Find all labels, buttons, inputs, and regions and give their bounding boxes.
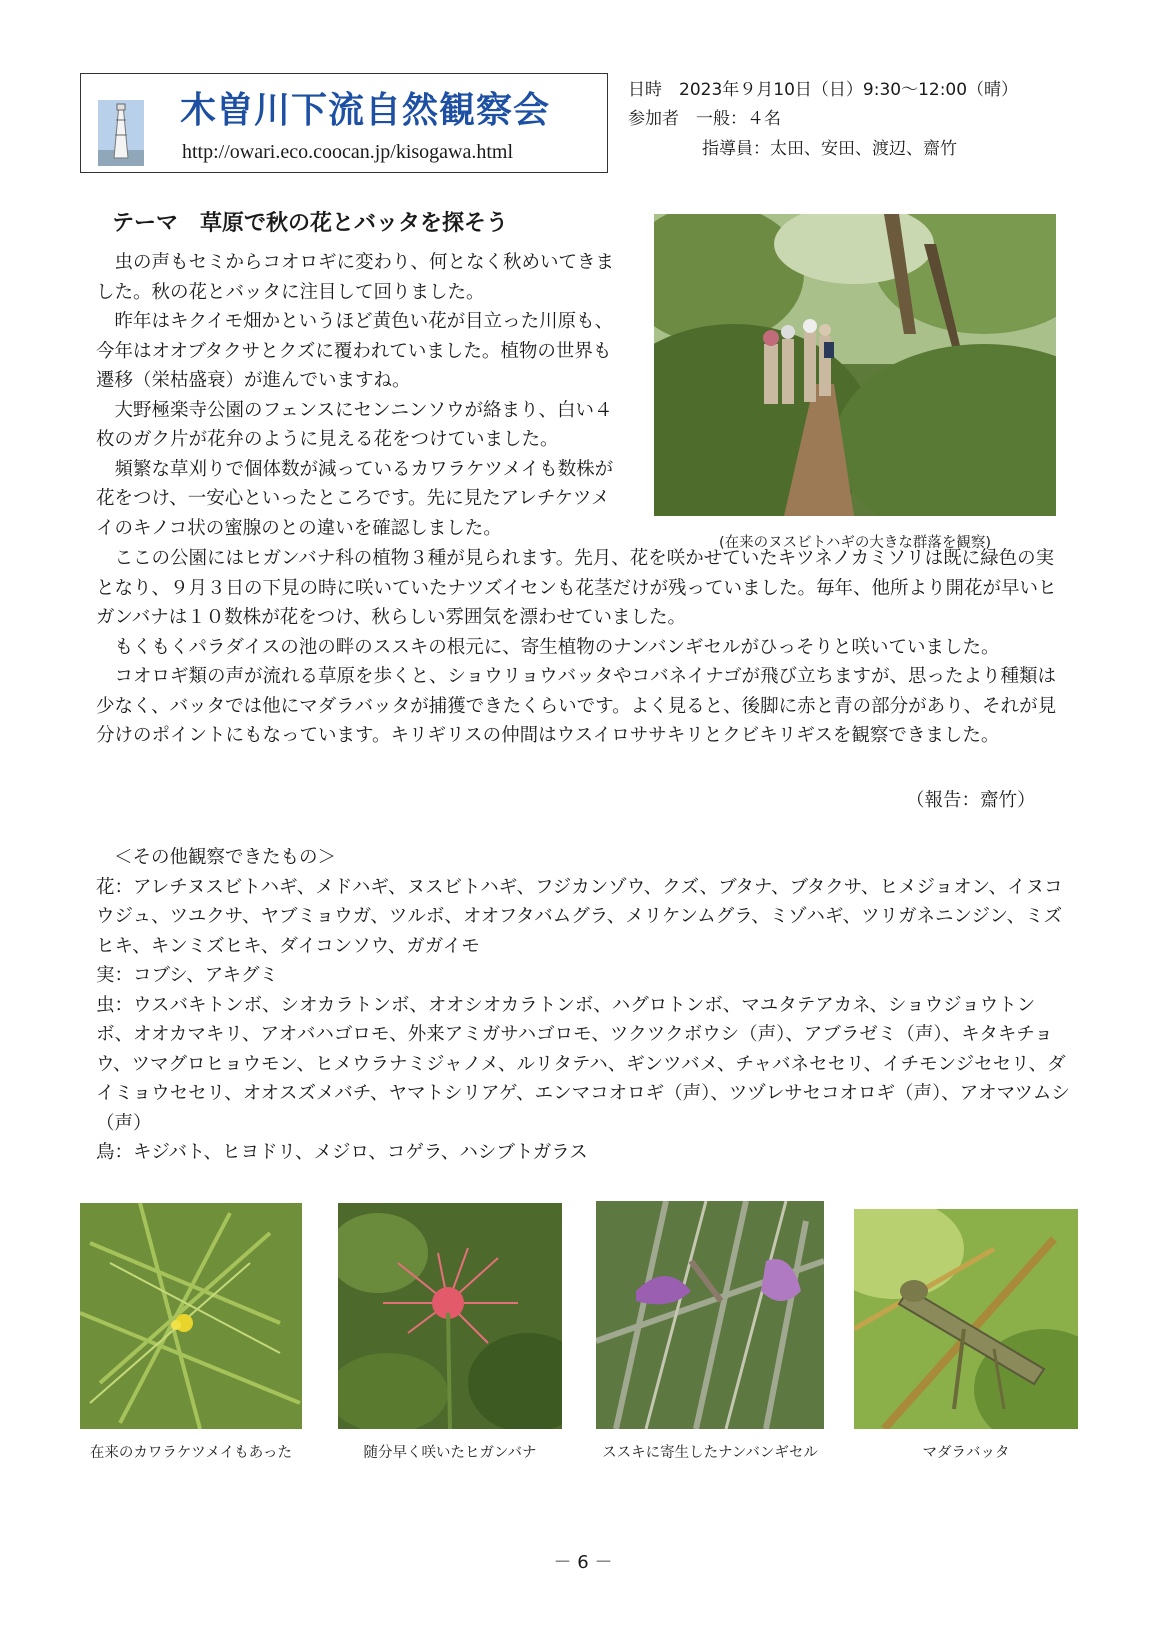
paragraph: ここの公園にはヒガンバナ科の植物３種が見られます。先月、花を咲かせていたキツネノカミソリは既に緑色の実となり、９月３日の下見の時に咲いていたナツズイセンも花茎だけが残っていました。毎年、他所より開花が早いヒガンバナは１０数株が花をつけ、秋らしい雰囲気を漂わせていました。: [96, 548, 1057, 628]
photo-caption: マダラバッタ: [922, 1445, 1010, 1461]
flowers-list: 花：アレチヌスビトハギ、メドハギ、ヌスビトハギ、フジカンゾウ、クズ、ブタナ、ブタクサ、ヒメジョオン、イヌコウジュ、ツユクサ、ヤブミョウガ、ツルボ、オオフタバムグラ、メリケンムグラ、ミゾハギ、ツリガネニンジン、ミズヒキ、キンミズヒキ、ダイコンソウ、ガガイモ: [96, 876, 1063, 957]
paragraph: 虫の声もセミからコオロギに変わり、何となく秋めいてきました。秋の花とバッタに注目して回りました。: [96, 252, 615, 303]
higanbana-photo: [338, 1203, 562, 1429]
birds-list: 鳥：キジバト、ヒヨドリ、メジロ、コゲラ、ハシブトガラス: [96, 1142, 588, 1163]
page-number: － 6 －: [553, 1552, 613, 1573]
article-column-text: [96, 248, 626, 543]
paragraph: コオロギ類の声が流れる草原を歩くと、ショウリョウバッタやコバネイナゴが飛び立ちますが、思ったより種類は少なく、バッタでは他にマダラバッタが捕獲できたくらいです。よく見ると、後脚に赤と青の部分があり、それが見分けのポイントにもなっています。キリギリスの仲間はウスイロササキリとクビキリギスを観察できました。: [96, 666, 1057, 746]
photo-caption: 随分早く咲いたヒガンバナ: [363, 1445, 537, 1461]
top-photo-caption: (在来のヌスビトハギの大きな群落を観察): [718, 535, 992, 551]
other-observations: [96, 843, 1070, 1168]
paragraph: 昨年はキクイモ畑かというほど黄色い花が目立った川原も、今年はオオブタクサとクズに覆われていました。植物の世界も遷移（栄枯盛衰）が進んでいますね。: [96, 311, 614, 391]
report-author: （報告：齋竹）: [906, 790, 1036, 811]
others-heading: ＜その他観察できたもの＞: [114, 847, 337, 868]
kawaraketsumei-photo: [80, 1203, 302, 1429]
site-url[interactable]: http://owari.eco.coocan.jp/kisogawa.html: [182, 141, 514, 163]
nanbangiseru-photo: [596, 1201, 824, 1429]
paragraph: 頻繁な草刈りで個体数が減っているカワラケツメイも数株が花をつけ、一安心といったところです。先に見たアレチケツメイのキノコ状の蜜腺のとの違いを確認しました。: [96, 458, 614, 539]
fruits-list: 実：コブシ、アキグミ: [96, 965, 279, 986]
forest-path-photo: [654, 214, 1056, 516]
event-date: 日時 2023年９月10日（日）9:30～12:00（晴）: [628, 80, 1019, 100]
insects-list: 虫：ウスバキトンボ、シオカラトンボ、オオシオカラトンボ、ハグロトンボ、マユタテアカネ、ショウジョウトンボ、オオカマキリ、アオバハゴロモ、外来アミガサハゴロモ、ツクツクボウシ（声）、アブラゼミ（声）、キタキチョウ、ツマグロヒョウモン、ヒメウラナミジャノメ、ルリタテハ、ギンツバメ、チャバネセセリ、イチモンジセセリ、ダイミョウセセリ、オオスズメバチ、ヤマトシリアゲ、エンマコオロギ（声）、ツヅレサセコオロギ（声）、アオマツムシ（声）: [96, 994, 1070, 1134]
paragraph: 大野極楽寺公園のフェンスにセンニンソウが絡まり、白い４枚のガク片が花弁のように見える花をつけていました。: [96, 399, 613, 450]
participants: 参加者 一般：４名: [628, 109, 781, 129]
page-title: 木曽川下流自然観察会: [180, 90, 551, 131]
madara-batta-photo: [854, 1209, 1078, 1429]
photo-caption: ススキに寄生したナンバンギセル: [602, 1445, 818, 1461]
photo-caption: 在来のカワラケツメイもあった: [89, 1445, 293, 1461]
theme-heading: テーマ 草原で秋の花とバッタを探そう: [112, 211, 509, 236]
tower-logo-icon: [98, 100, 144, 166]
article-full-text: [96, 544, 1070, 751]
guides: 指導員：太田、安田、渡辺、齋竹: [702, 139, 957, 159]
paragraph: もくもくパラダイスの池の畔のススキの根元に、寄生植物のナンバンギセルがひっそりと咲いていました。: [114, 636, 1000, 658]
